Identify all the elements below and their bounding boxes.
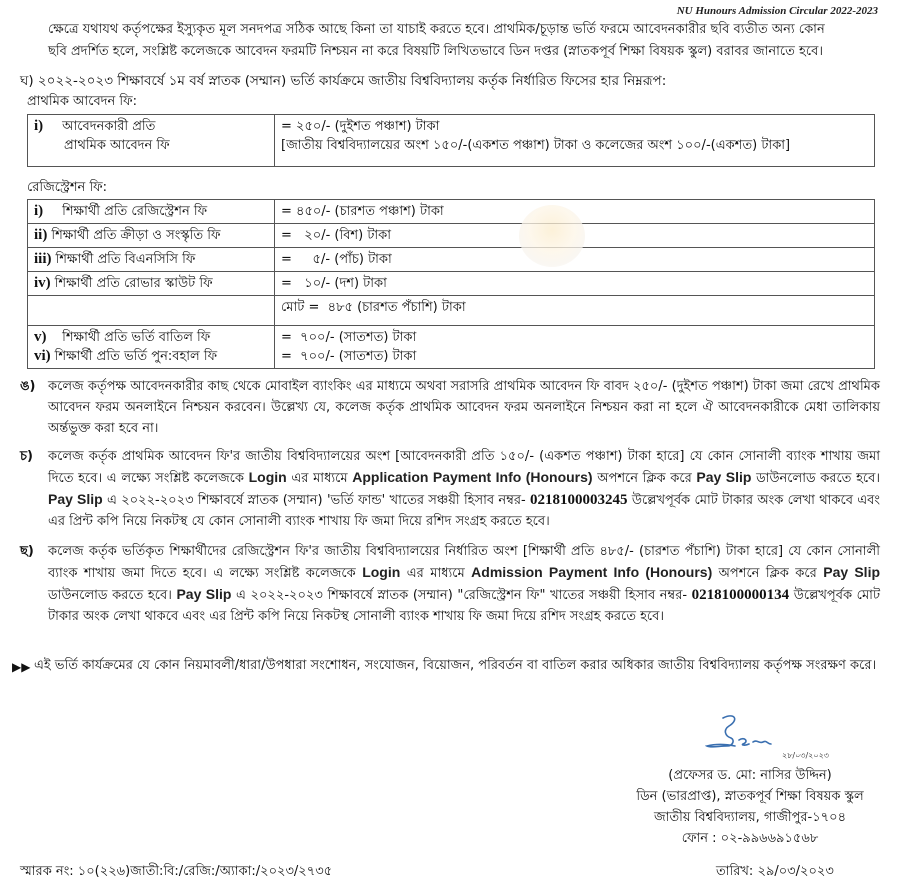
pay-slip-term: Pay Slip <box>823 564 881 580</box>
login-term: Login <box>248 469 287 485</box>
authority-note <box>12 655 882 677</box>
fee-item: শিক্ষার্থী প্রতি ক্রীড়া ও সংস্কৃতি ফি <box>51 228 221 243</box>
circular-header-tag: NU Hunours Admission Circular 2022-2023 <box>676 5 878 17</box>
fee-row <box>28 200 875 224</box>
roman-numeral: i) <box>34 118 44 134</box>
fee-row-cancel-reinstate <box>28 326 875 369</box>
primary-fee-amount-cell <box>275 115 875 167</box>
text-run: ডাউনলোড করতে হবে। <box>48 588 177 603</box>
fee-item: শিক্ষার্থী প্রতি ভর্তি পুন:বহাল ফি <box>54 349 218 364</box>
empty-cell <box>28 296 275 326</box>
signature-icon <box>705 712 795 754</box>
fee-amount: = ৪৫০/- (চারশত পঞ্চাশ) টাকা <box>275 200 875 224</box>
text-run: উল্লেখপূর্বক মোট টাকার অংক লেখা থাকবে এবং এর প্রিন্ট কপি নিয়ে নিকটস্থ সোনালী ব্যাংক শাখায় ফি জমা দিয়ে রশিদ সংগ্রহ করতে হবে। <box>48 588 881 624</box>
pay-slip-term: Pay Slip <box>176 586 232 602</box>
double-arrow-icon: ▶▶ <box>12 660 31 674</box>
text-run: উল্লেখপূর্বক মোট টাকার অংক লেখা থাকবে এবং এর প্রিন্ট কপি নিয়ে নিকটস্থ যে কোন সোনালী ব্যাংক শাখায় ফি জমা দিয়ে রশিদ সংগ্রহ করতে হবে। <box>48 493 881 529</box>
section-umo-text: কলেজ কর্তৃপক্ষ আবেদনকারীর কাছ থেকে মোবাইল ব্যাংকিং এর মাধ্যমে অথবা সরাসরি প্রাথমিক আবেদন ফি বাবদ ২৫০/- (দুইশত পঞ্চাশ) টাকা জমা রেখে প্রাথমিক আবেদন ফরম অনলাইনে নিশ্চয়ন করবেন। উল্লেখ্য যে, কলেজ কর্তৃক প্রাথমিক আবেদন ফরম অনলাইনে নিশ্চয়ন করা না হলে ঐ আবেদনকারীকে মেধা তালিকায় অর্ন্তভুক্ত করা হবে না। <box>48 379 880 436</box>
registration-fee-table <box>27 199 875 369</box>
fee-amount: = ৫/- (পাঁচ) টাকা <box>275 248 875 272</box>
authority-note-text: এই ভর্তি কার্যক্রমের যে কোন নিয়মাবলী/ধারা/উপধারা সংশোধন, সংযোজন, বিয়োজন, পরিবর্তন বা বাতিল করার অধিকার জাতীয় বিশ্ববিদ্যালয় কর্তৃপক্ষ সংরক্ষণ করে। <box>34 658 877 673</box>
primary-fee-breakdown: [জাতীয় বিশ্ববিদ্যালয়ের অংশ ১৫০/-(একশত পঞ্চাশ) টাকা ও কলেজের অংশ ১০০/-(একশত) টাকা] <box>281 138 791 153</box>
section-cha-text <box>48 446 880 532</box>
fee-item-cell <box>28 224 275 248</box>
fee-item: শিক্ষার্থী প্রতি রেজিস্ট্রেশন ফি <box>62 204 208 219</box>
fee-item-cell <box>28 248 275 272</box>
text-run: এ ২০২২-২০২৩ শিক্ষাবর্ষে স্নাতক (সম্মান) 'ভর্তি ফান্ড' খাতের সঞ্চয়ী হিসাব নম্বর- <box>102 493 531 508</box>
roman-numeral: v) <box>34 329 47 345</box>
signatory-institution: জাতীয় বিশ্ববিদ্যালয়, গাজীপুর-১৭০৪ <box>653 810 847 825</box>
pay-slip-term: Pay Slip <box>48 491 103 507</box>
section-umo <box>20 376 880 439</box>
text-run: কলেজ কর্তৃক প্রাথমিক আবেদন ফি'র জাতীয় বিশ্ববিদ্যালয়ের অংশ [আবেদনকারী প্রতি ১৫০/- (একশত পঞ্চাশ) টাকা হারে] যে কোন সোনালী ব্যাংক শাখায় জমা দিতে হবে। এ লক্ষ্যে সংশ্লিষ্ট কলেজকে <box>48 449 880 486</box>
text-run: অপশনে ক্লিক করে <box>592 471 697 486</box>
signatory-name: (প্রফেসর ড. মো: নাসির উদ্দিন) <box>668 768 832 783</box>
registration-fee-label: রেজিস্ট্রেশন ফি: <box>27 180 108 195</box>
primary-fee-row <box>28 115 875 167</box>
intro-line-1: ক্ষেত্রে যথাযথ কর্তৃপক্ষের ইস্যুকৃত মূল সনদপত্র সঠিক আছে কিনা তা যাচাই করতে হবে। প্রাথমিক/চূড়ান্ত ভর্তি ফরমে আবেদনকারীর ছবি ব্যতীত অন্য কোন <box>48 22 825 37</box>
roman-numeral: iv) <box>34 275 51 291</box>
fee-row <box>28 248 875 272</box>
fee-row <box>28 224 875 248</box>
fee-item-cell <box>28 326 275 369</box>
watermark-logo <box>519 205 585 267</box>
roman-numeral: iii) <box>34 251 52 267</box>
section-marker: চ) <box>20 449 33 464</box>
text-run: ডাউনলোড করতে হবে। <box>751 471 881 486</box>
roman-numeral: ii) <box>34 227 48 243</box>
fee-total-row <box>28 296 875 326</box>
login-term: Login <box>362 564 401 580</box>
section-cha <box>20 446 880 532</box>
fee-total: মোট = ৪৮৫ (চারশত পঁচাশি) টাকা <box>275 296 875 326</box>
pay-slip-term: Pay Slip <box>696 469 752 485</box>
fee-item-cell <box>28 272 275 296</box>
registration-fee-account-number: 0218100000134 <box>691 587 790 603</box>
fee-amount: = ১০/- (দশ) টাকা <box>275 272 875 296</box>
primary-fee-item-cell <box>28 115 275 167</box>
primary-fee-label: প্রাথমিক আবেদন ফি: <box>27 94 138 109</box>
primary-fee-item-line2: প্রাথমিক আবেদন ফি <box>64 138 170 153</box>
signatory-phone: ফোন : ০২-৯৯৬৬৯১৫৬৮ <box>681 831 819 846</box>
section-marker: ছ) <box>20 544 34 559</box>
fee-item: শিক্ষার্থী প্রতি রোভার স্কাউট ফি <box>54 276 213 291</box>
text-run: এর মাধ্যমে <box>400 566 472 581</box>
signature-date: ২৮/০৩/২০২৩ <box>782 751 829 760</box>
fee-item: শিক্ষার্থী প্রতি বিএনসিসি ফি <box>55 252 196 267</box>
admission-fund-account-number: 0218100003245 <box>530 492 628 508</box>
application-payment-info-option: Application Payment Info (Honours) <box>352 469 593 485</box>
admission-payment-info-option: Admission Payment Info (Honours) <box>471 564 713 580</box>
issue-date: তারিখ: ২৯/০৩/২০২৩ <box>716 864 834 879</box>
text-run: অপশনে ক্লিক করে <box>712 566 824 581</box>
text-run: কলেজ কর্তৃক ভর্তিকৃত শিক্ষার্থীদের রেজিস্ট্রেশন ফি'র জাতীয় বিশ্ববিদ্যালয়ের নির্ধারিত অংশ [শিক্ষার্থী প্রতি ৪৮৫/- (চারশত পঁচাশি) টাকা হারে] যে কোন সোনালী ব্যাংক শাখায় জমা দিতে হবে। এ লক্ষ্যে সংশ্লিষ্ট কলেজকে <box>48 544 880 581</box>
fee-item: শিক্ষার্থী প্রতি ভর্তি বাতিল ফি <box>62 330 211 345</box>
memo-number: স্মারক নং: ১০(২২৬)জাতী:বি:/রেজি:/অ্যাকা:/২০২৩/২৭৩৫ <box>20 864 333 879</box>
roman-numeral: i) <box>34 203 44 219</box>
intro-line-2: ছবি প্রদর্শিত হলে, সংশ্লিষ্ট কলেজকে আবেদন ফরমটি নিশ্চয়ন না করে বিষয়টি লিখিতভাবে ডিন দপ্তর (স্নাতকপূর্ব শিক্ষা বিষয়ক স্কুল) বরাবর জানাতে হবে। <box>48 44 823 59</box>
primary-fee-amount: = ২৫০/- (দুইশত পঞ্চাশ) টাকা <box>281 119 440 134</box>
fee-amount: = ৭০০/- (সাতশত) টাকা <box>281 349 417 364</box>
primary-fee-table <box>27 114 875 167</box>
section-gha-heading: ঘ) ২০২২-২০২৩ শিক্ষাবর্ষে ১ম বর্ষ স্নাতক (সম্মান) ভর্তি কার্যক্রমে জাতীয় বিশ্ববিদ্যালয় কর্তৃক নির্ধারিত ফিসের হার নিম্নরূপ: <box>20 73 667 89</box>
signatory-block <box>600 765 900 849</box>
text-run: এ ২০২২-২০২৩ শিক্ষাবর্ষে স্নাতক (সম্মান) "রেজিস্ট্রেশন ফি" খাতের সঞ্চয়ী হিসাব নম্বর- <box>231 588 692 603</box>
primary-fee-item-line1: আবেদনকারী প্রতি <box>62 119 156 134</box>
fee-item-cell <box>28 200 275 224</box>
roman-numeral: vi) <box>34 348 51 364</box>
section-marker: ঙ) <box>20 379 36 394</box>
fee-amount-cell <box>275 326 875 369</box>
fee-row <box>28 272 875 296</box>
text-run: এর মাধ্যমে <box>286 471 353 486</box>
section-chha <box>20 541 880 627</box>
section-chha-text <box>48 541 880 627</box>
fee-amount: = ৭০০/- (সাতশত) টাকা <box>281 330 417 345</box>
fee-amount: = ২০/- (বিশ) টাকা <box>275 224 875 248</box>
signatory-designation: ডিন (ভারপ্রাপ্ত), স্নাতকপূর্ব শিক্ষা বিষয়ক স্কুল <box>636 789 864 804</box>
